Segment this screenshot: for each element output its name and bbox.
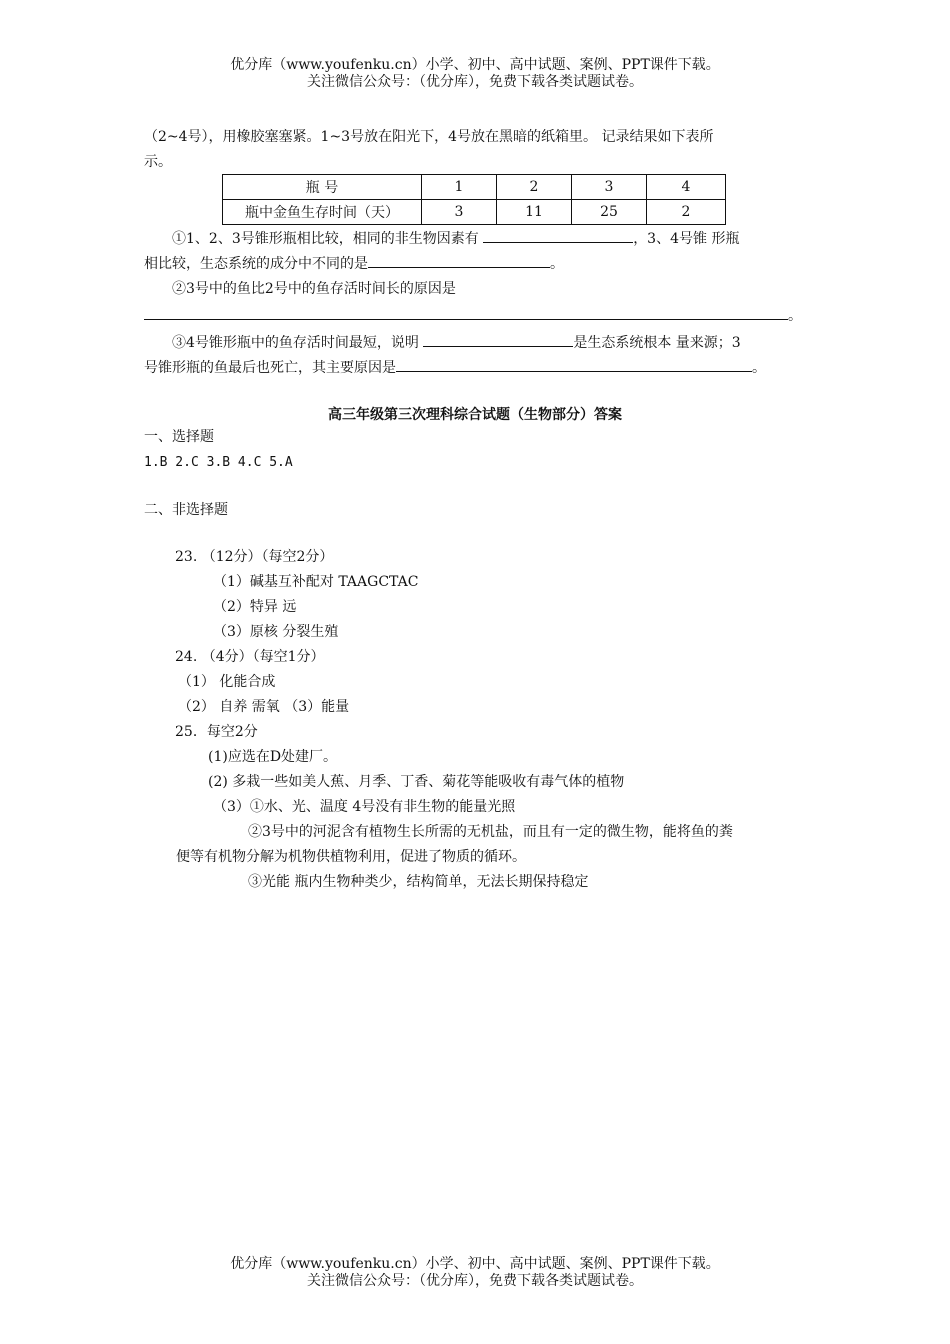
answer-blank: [396, 357, 752, 372]
footer-line-2: 关注微信公众号：（优分库），免费下载各类试题试卷。: [307, 1273, 643, 1289]
table-cell: 3: [422, 200, 497, 225]
intro-paragraph: [144, 125, 814, 175]
question-2-end: 。: [788, 308, 802, 324]
question-3-text-cont: 是生态系统根本 量来源；3: [573, 335, 741, 351]
table-row: [223, 175, 726, 200]
answer-25-header: 25．每空2分: [175, 724, 258, 740]
question-1-text-cont: 相比较，生态系统的成分中不同的是: [144, 256, 368, 272]
question-2-line-2: [144, 304, 814, 329]
section-non-choice: 二、非选择题: [144, 502, 228, 518]
question-3-text: ③4号锥形瓶中的鱼存活时间最短，说明: [172, 335, 419, 351]
question-1-line-2: [144, 252, 814, 277]
question-1-text-cont: ，3、4号锥 形瓶: [633, 231, 740, 247]
table-cell: 2: [497, 175, 572, 200]
table-cell: 瓶 号: [223, 175, 422, 200]
header-line-1: 优分库（www.youfenku.cn）小学、初中、高中试题、案例、PPT课件下载。: [230, 57, 720, 73]
results-table: [222, 174, 726, 225]
answer-blank: [144, 305, 788, 320]
question-1-line-1: [144, 227, 814, 252]
answers-title: 高三年级第三次理科综合试题（生物部分）答案: [328, 407, 622, 423]
answer-blank: [423, 332, 573, 347]
answer-24-header: 24. （4分）（每空1分）: [175, 649, 325, 665]
answer-23-2: （2）特异 远: [213, 599, 297, 615]
answer-25-4a: ②3号中的河泥含有植物生长所需的无机盐，而且有一定的微生物，能将鱼的粪: [248, 824, 733, 840]
table-cell: 2: [647, 200, 726, 225]
section-multiple-choice: 一、选择题: [144, 429, 214, 445]
table-cell: 4: [647, 175, 726, 200]
table-row: [223, 200, 726, 225]
intro-line-1: （2~4号），用橡胶塞塞紧。1~3号放在阳光下，4号放在黑暗的纸箱里。 记录结果如下表所: [144, 129, 714, 145]
answer-23-3: （3）原核 分裂生殖: [213, 624, 339, 640]
table-cell: 1: [422, 175, 497, 200]
table-cell: 瓶中金鱼生存时间（天）: [223, 200, 422, 225]
answer-25-5: ③光能 瓶内生物种类少，结构简单，无法长期保持稳定: [248, 874, 589, 890]
answer-25-3: （3）①水、光、温度 4号没有非生物的能量光照: [213, 799, 516, 815]
answer-23-header: 23. （12分）（每空2分）: [175, 549, 334, 565]
question-3-line-1: [144, 331, 814, 356]
question-3-text-cont: 号锥形瓶的鱼最后也死亡，其主要原因是: [144, 360, 396, 376]
question-1-text: ①1、2、3号锥形瓶相比较，相同的非生物因素有: [172, 231, 479, 247]
question-3-end: 。: [752, 360, 766, 376]
question-1-end: 。: [550, 256, 564, 272]
header-line-2: 关注微信公众号：（优分库），免费下载各类试题试卷。: [307, 74, 643, 90]
table-cell: 11: [497, 200, 572, 225]
answer-blank: [368, 253, 550, 268]
question-2-line-1: ②3号中的鱼比2号中的鱼存活时间长的原因是: [172, 281, 456, 297]
footer-line-1: 优分库（www.youfenku.cn）小学、初中、高中试题、案例、PPT课件下载。: [230, 1256, 720, 1272]
page-header: [0, 57, 950, 91]
answer-23-1: （1）碱基互补配对 TAAGCTAC: [213, 574, 419, 590]
answer-24-2: （2） 自养 需氧 （3）能量: [178, 699, 350, 715]
multiple-choice-answers: 1.B 2.C 3.B 4.C 5.A: [144, 455, 293, 470]
page-footer: [0, 1256, 950, 1290]
answer-25-4b: 便等有机物分解为机物供植物利用，促进了物质的循环。: [176, 849, 526, 865]
answer-25-1: (1)应选在D处建厂。: [208, 749, 338, 765]
answer-blank: [483, 228, 633, 243]
answer-25-2: (2) 多栽一些如美人蕉、月季、丁香、菊花等能吸收有毒气体的植物: [208, 774, 625, 790]
question-3-line-2: [144, 356, 814, 381]
table-cell: 3: [572, 175, 647, 200]
answer-24-1: （1） 化能合成: [178, 674, 276, 690]
intro-line-2: 示。: [144, 154, 172, 170]
table-cell: 25: [572, 200, 647, 225]
question-block: [144, 227, 814, 381]
